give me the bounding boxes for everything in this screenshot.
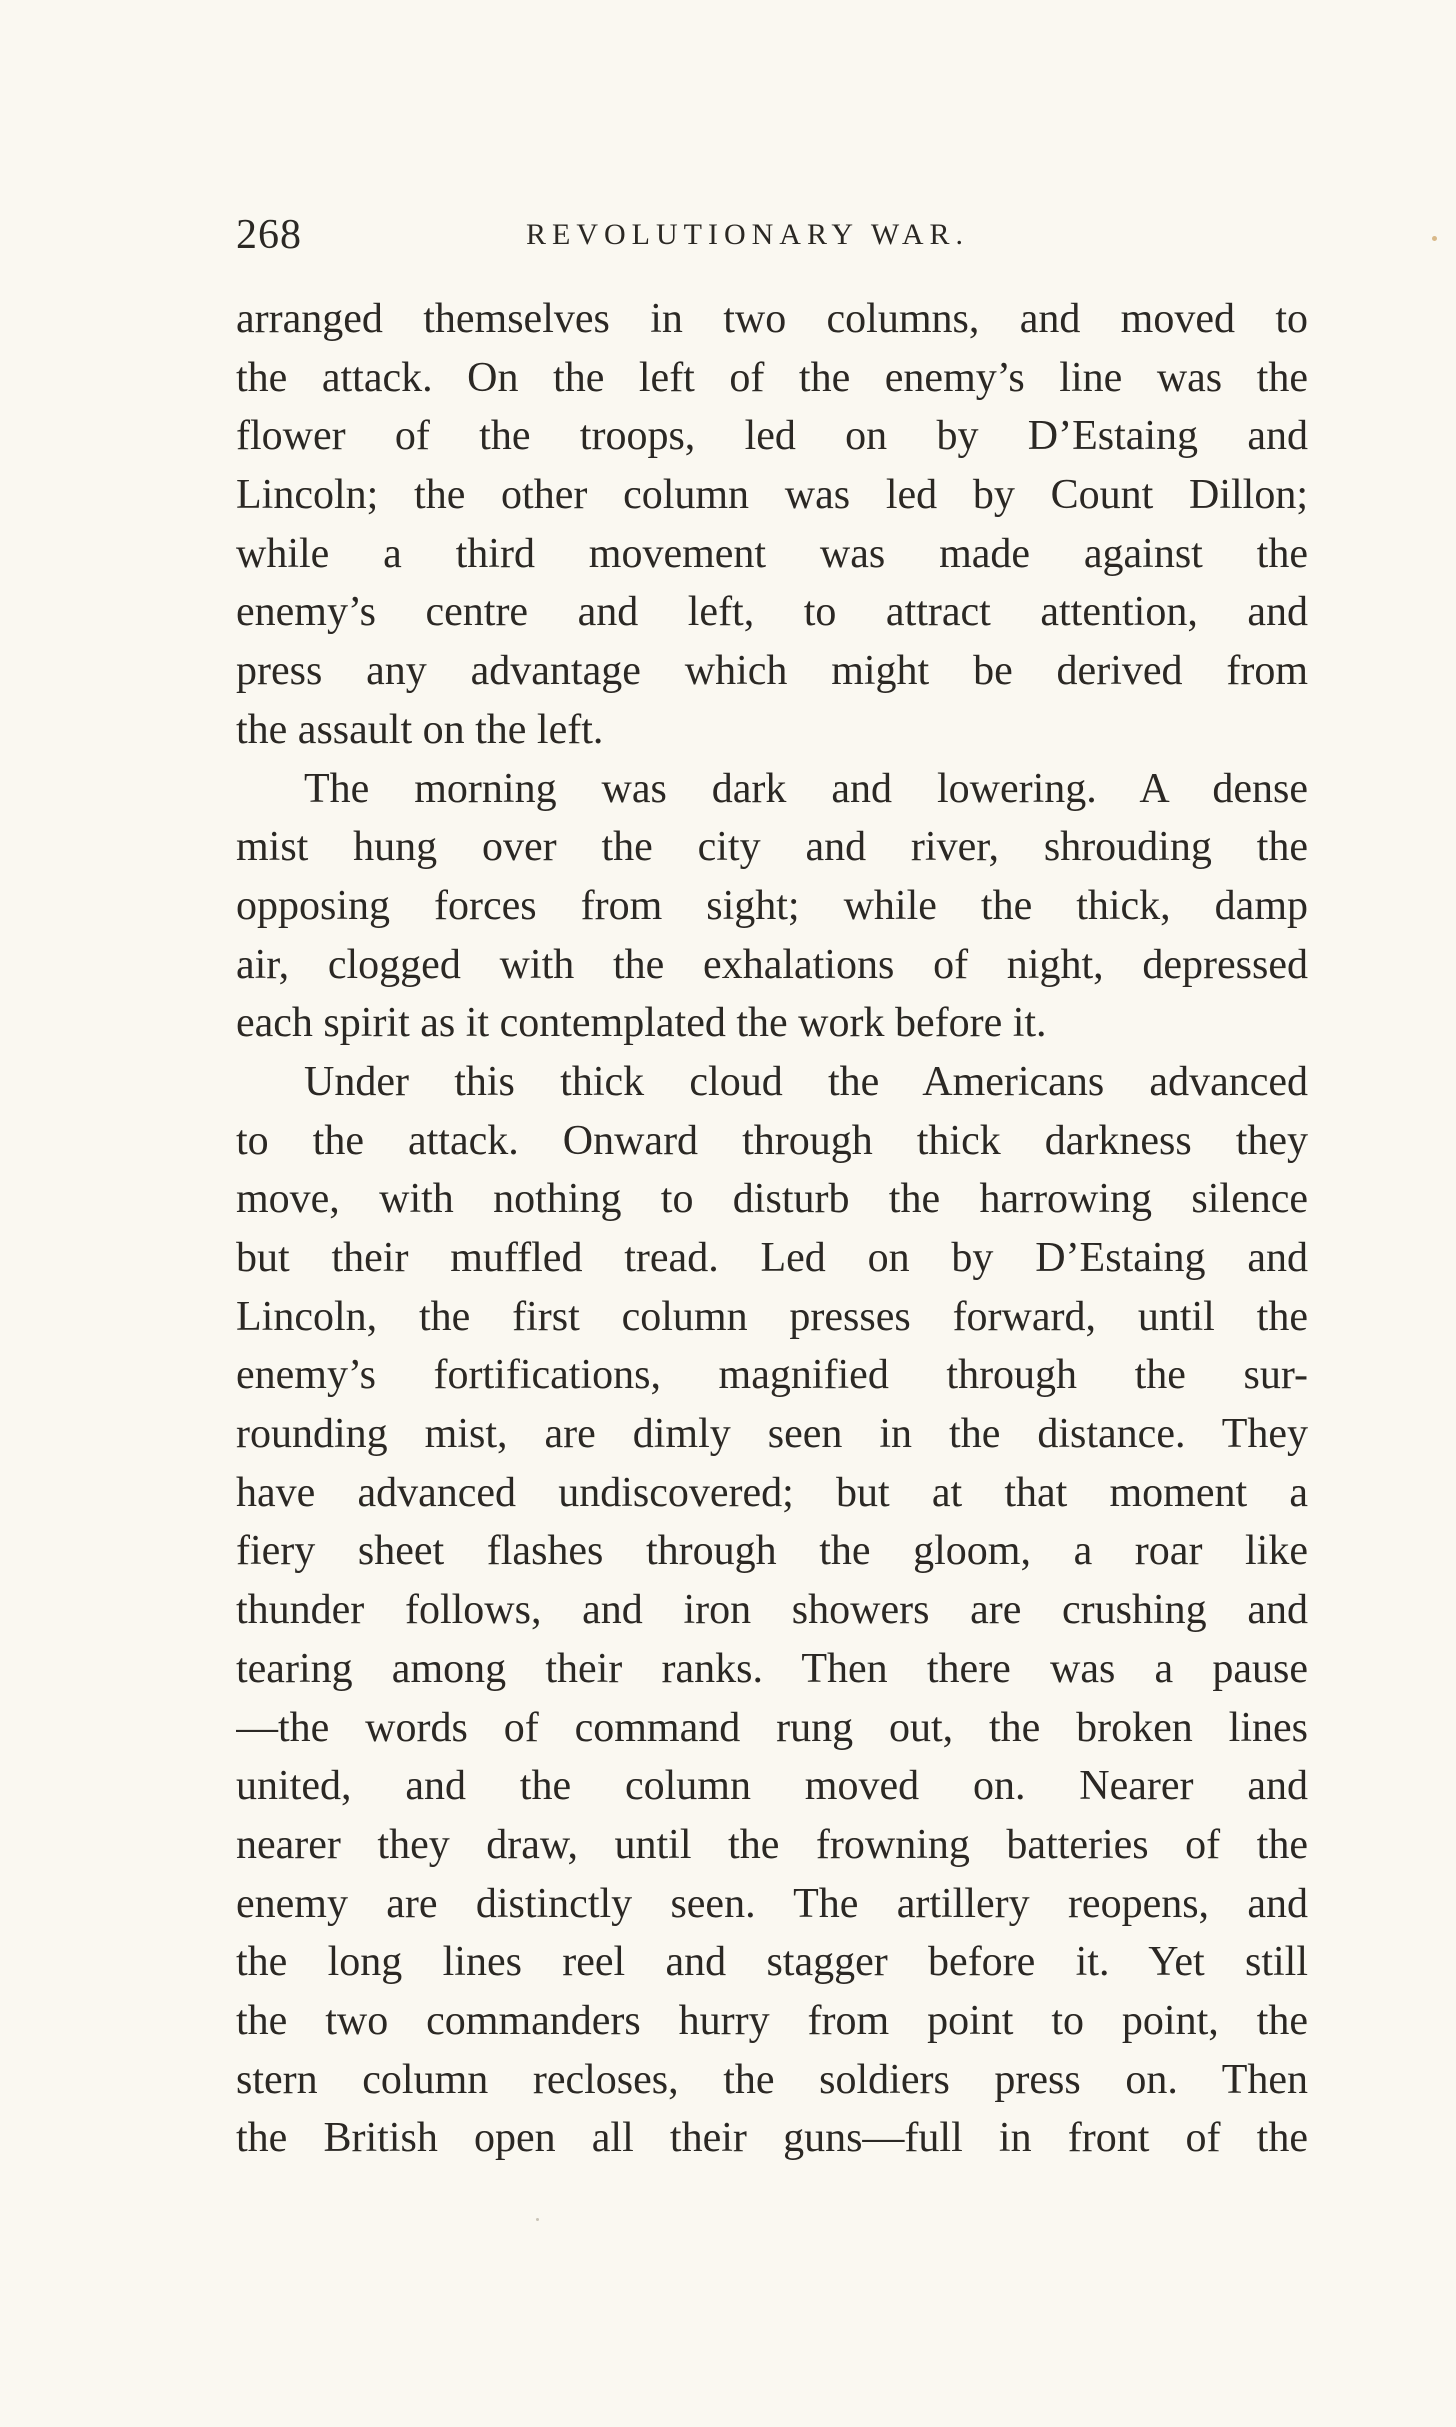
text-line: mist hung over the city and river, shrouding the bbox=[236, 824, 1308, 871]
text-line: nearer they draw, until the frowning batteries of the bbox=[236, 1821, 1308, 1868]
text-line: —the words of command rung out, the broken lines bbox=[236, 1704, 1308, 1751]
text-line: Under this thick cloud the Americans advanced bbox=[304, 1058, 1308, 1105]
text-line: move, with nothing to disturb the harrowing silence bbox=[236, 1176, 1308, 1223]
text-line: the two commanders hurry from point to point, the bbox=[236, 1997, 1308, 2044]
text-line: tearing among their ranks. Then there was a pause bbox=[236, 1645, 1308, 1692]
text-line: rounding mist, are dimly seen in the distance. They bbox=[236, 1411, 1308, 1458]
text-line: each spirit as it contemplated the work before it. bbox=[236, 1000, 1047, 1047]
paper-speck bbox=[1432, 236, 1437, 241]
page-number: 268 bbox=[236, 212, 302, 258]
text-line: fiery sheet flashes through the gloom, a roar like bbox=[236, 1528, 1308, 1575]
text-line: press any advantage which might be derived from bbox=[236, 648, 1308, 695]
text-line: flower of the troops, led on by D’Estaing and bbox=[236, 413, 1308, 460]
text-line: but their muffled tread. Led on by D’Estaing and bbox=[236, 1235, 1308, 1281]
text-line: opposing forces from sight; while the thick, damp bbox=[236, 882, 1308, 929]
text-line: thunder follows, and iron showers are crushing and bbox=[236, 1587, 1308, 1634]
text-line: the attack. On the left of the enemy’s line was the bbox=[236, 354, 1308, 401]
text-line: while a third movement was made against the bbox=[236, 530, 1308, 577]
text-line: to the attack. Onward through thick darkness they bbox=[236, 1117, 1308, 1164]
text-line: stern column recloses, the soldiers press on. Then bbox=[236, 2056, 1308, 2103]
text-line: air, clogged with the exhalations of night, depressed bbox=[236, 941, 1308, 988]
text-line: Lincoln, the first column presses forward, until the bbox=[236, 1293, 1308, 1340]
page-header bbox=[236, 207, 1308, 263]
text-line: arranged themselves in two columns, and moved to bbox=[236, 296, 1308, 342]
text-line: united, and the column moved on. Nearer and bbox=[236, 1763, 1308, 1810]
body-text bbox=[236, 290, 1308, 2168]
text-line: have advanced undiscovered; but at that moment a bbox=[236, 1469, 1308, 1516]
text-line: enemy’s fortifications, magnified through the sur- bbox=[236, 1352, 1308, 1399]
text-line: the long lines reel and stagger before it. Yet still bbox=[236, 1939, 1308, 1986]
text-line: enemy are distinctly seen. The artillery reopens, and bbox=[236, 1880, 1308, 1927]
running-title: REVOLUTIONARY WAR. bbox=[526, 218, 969, 251]
text-line: enemy’s centre and left, to attract attention, and bbox=[236, 589, 1308, 636]
text-line: The morning was dark and lowering. A dense bbox=[304, 765, 1308, 812]
paper-speck bbox=[536, 2218, 539, 2221]
text-line: the British open all their guns—full in front of the bbox=[236, 2115, 1308, 2162]
text-line: the assault on the left. bbox=[236, 706, 604, 753]
text-line: Lincoln; the other column was led by Count Dillon; bbox=[236, 472, 1308, 519]
